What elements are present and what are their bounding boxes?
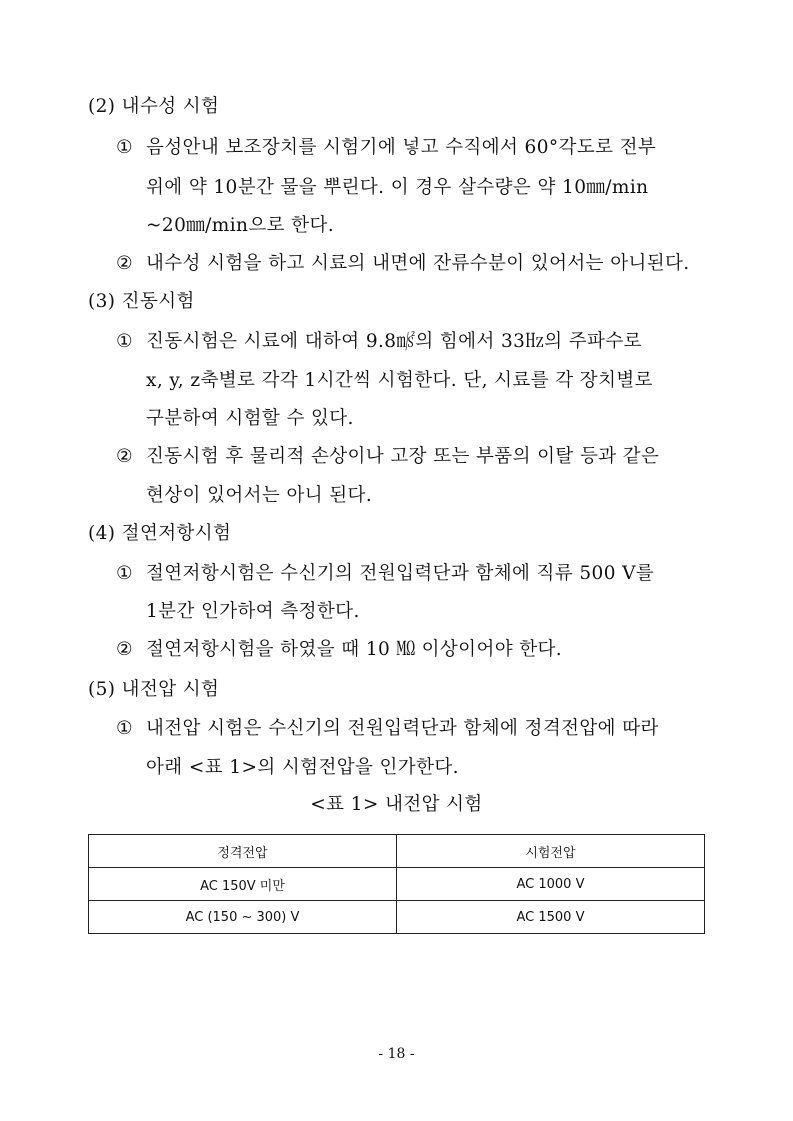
section-heading: (3) 진동시험	[88, 291, 195, 312]
table-row	[89, 868, 705, 901]
item-text: 내전압 시험은 수신기의 전원입력단과 함체에 정격전압에 따라	[146, 718, 659, 739]
list-item	[116, 635, 562, 661]
item-text-continued: 구분하여 시험할 수 있다.	[146, 408, 354, 429]
section-heading: (4) 절연저항시험	[88, 523, 232, 544]
item-number: ②	[116, 253, 133, 274]
section-heading: (2) 내수성 시험	[88, 96, 220, 117]
page-number: - 18 -	[378, 1046, 415, 1062]
item-number: ②	[116, 446, 133, 467]
list-item	[116, 442, 659, 468]
table-cell: AC (150 ~ 300) V	[89, 901, 397, 934]
item-number: ①	[116, 331, 133, 352]
table-cell: AC 1500 V	[397, 901, 705, 934]
item-number: ①	[116, 718, 133, 739]
list-item	[116, 133, 656, 159]
table-cell: AC 150V 미만	[89, 868, 397, 901]
table-row	[89, 901, 705, 934]
list-item	[116, 327, 642, 353]
item-number: ①	[116, 563, 133, 584]
list-item	[116, 249, 690, 275]
item-text: 내수성 시험을 하고 시료의 내면에 잔류수분이 있어서는 아니된다.	[146, 253, 690, 274]
list-item	[116, 559, 654, 585]
item-text-continued: ~20㎜/min으로 한다.	[146, 215, 334, 236]
item-text: 진동시험 후 물리적 손상이나 고장 또는 부품의 이탈 등과 같은	[146, 446, 660, 467]
table-header-row	[89, 835, 705, 868]
item-number: ②	[116, 639, 133, 660]
voltage-test-table	[88, 834, 705, 934]
table-caption: <표 1> 내전압 시험	[310, 794, 483, 815]
item-text-continued: 1분간 인가하여 측정한다.	[146, 601, 360, 622]
item-text: 진동시험은 시료에 대하여 9.8㎨의 힘에서 33㎐의 주파수로	[146, 331, 642, 352]
item-text-continued: 위에 약 10분간 물을 뿌린다. 이 경우 살수량은 약 10㎜/min	[146, 177, 649, 198]
list-item	[116, 714, 659, 740]
table-header-cell: 정격전압	[89, 835, 397, 868]
section-heading: (5) 내전압 시험	[88, 679, 220, 700]
item-text: 절연저항시험을 하였을 때 10 ㏁ 이상이어야 한다.	[146, 639, 563, 660]
item-number: ①	[116, 137, 133, 158]
item-text-continued: x, y, z축별로 각각 1시간씩 시험한다. 단, 시료를 각 장치별로	[146, 370, 653, 391]
item-text-continued: 아래 <표 1>의 시험전압을 인가한다.	[146, 757, 459, 778]
item-text: 음성안내 보조장치를 시험기에 넣고 수직에서 60°각도로 전부	[146, 137, 657, 158]
item-text-continued: 현상이 있어서는 아니 된다.	[146, 485, 373, 506]
item-text: 절연저항시험은 수신기의 전원입력단과 함체에 직류 500 V를	[146, 563, 655, 584]
table-header-cell: 시험전압	[397, 835, 705, 868]
table-cell: AC 1000 V	[397, 868, 705, 901]
